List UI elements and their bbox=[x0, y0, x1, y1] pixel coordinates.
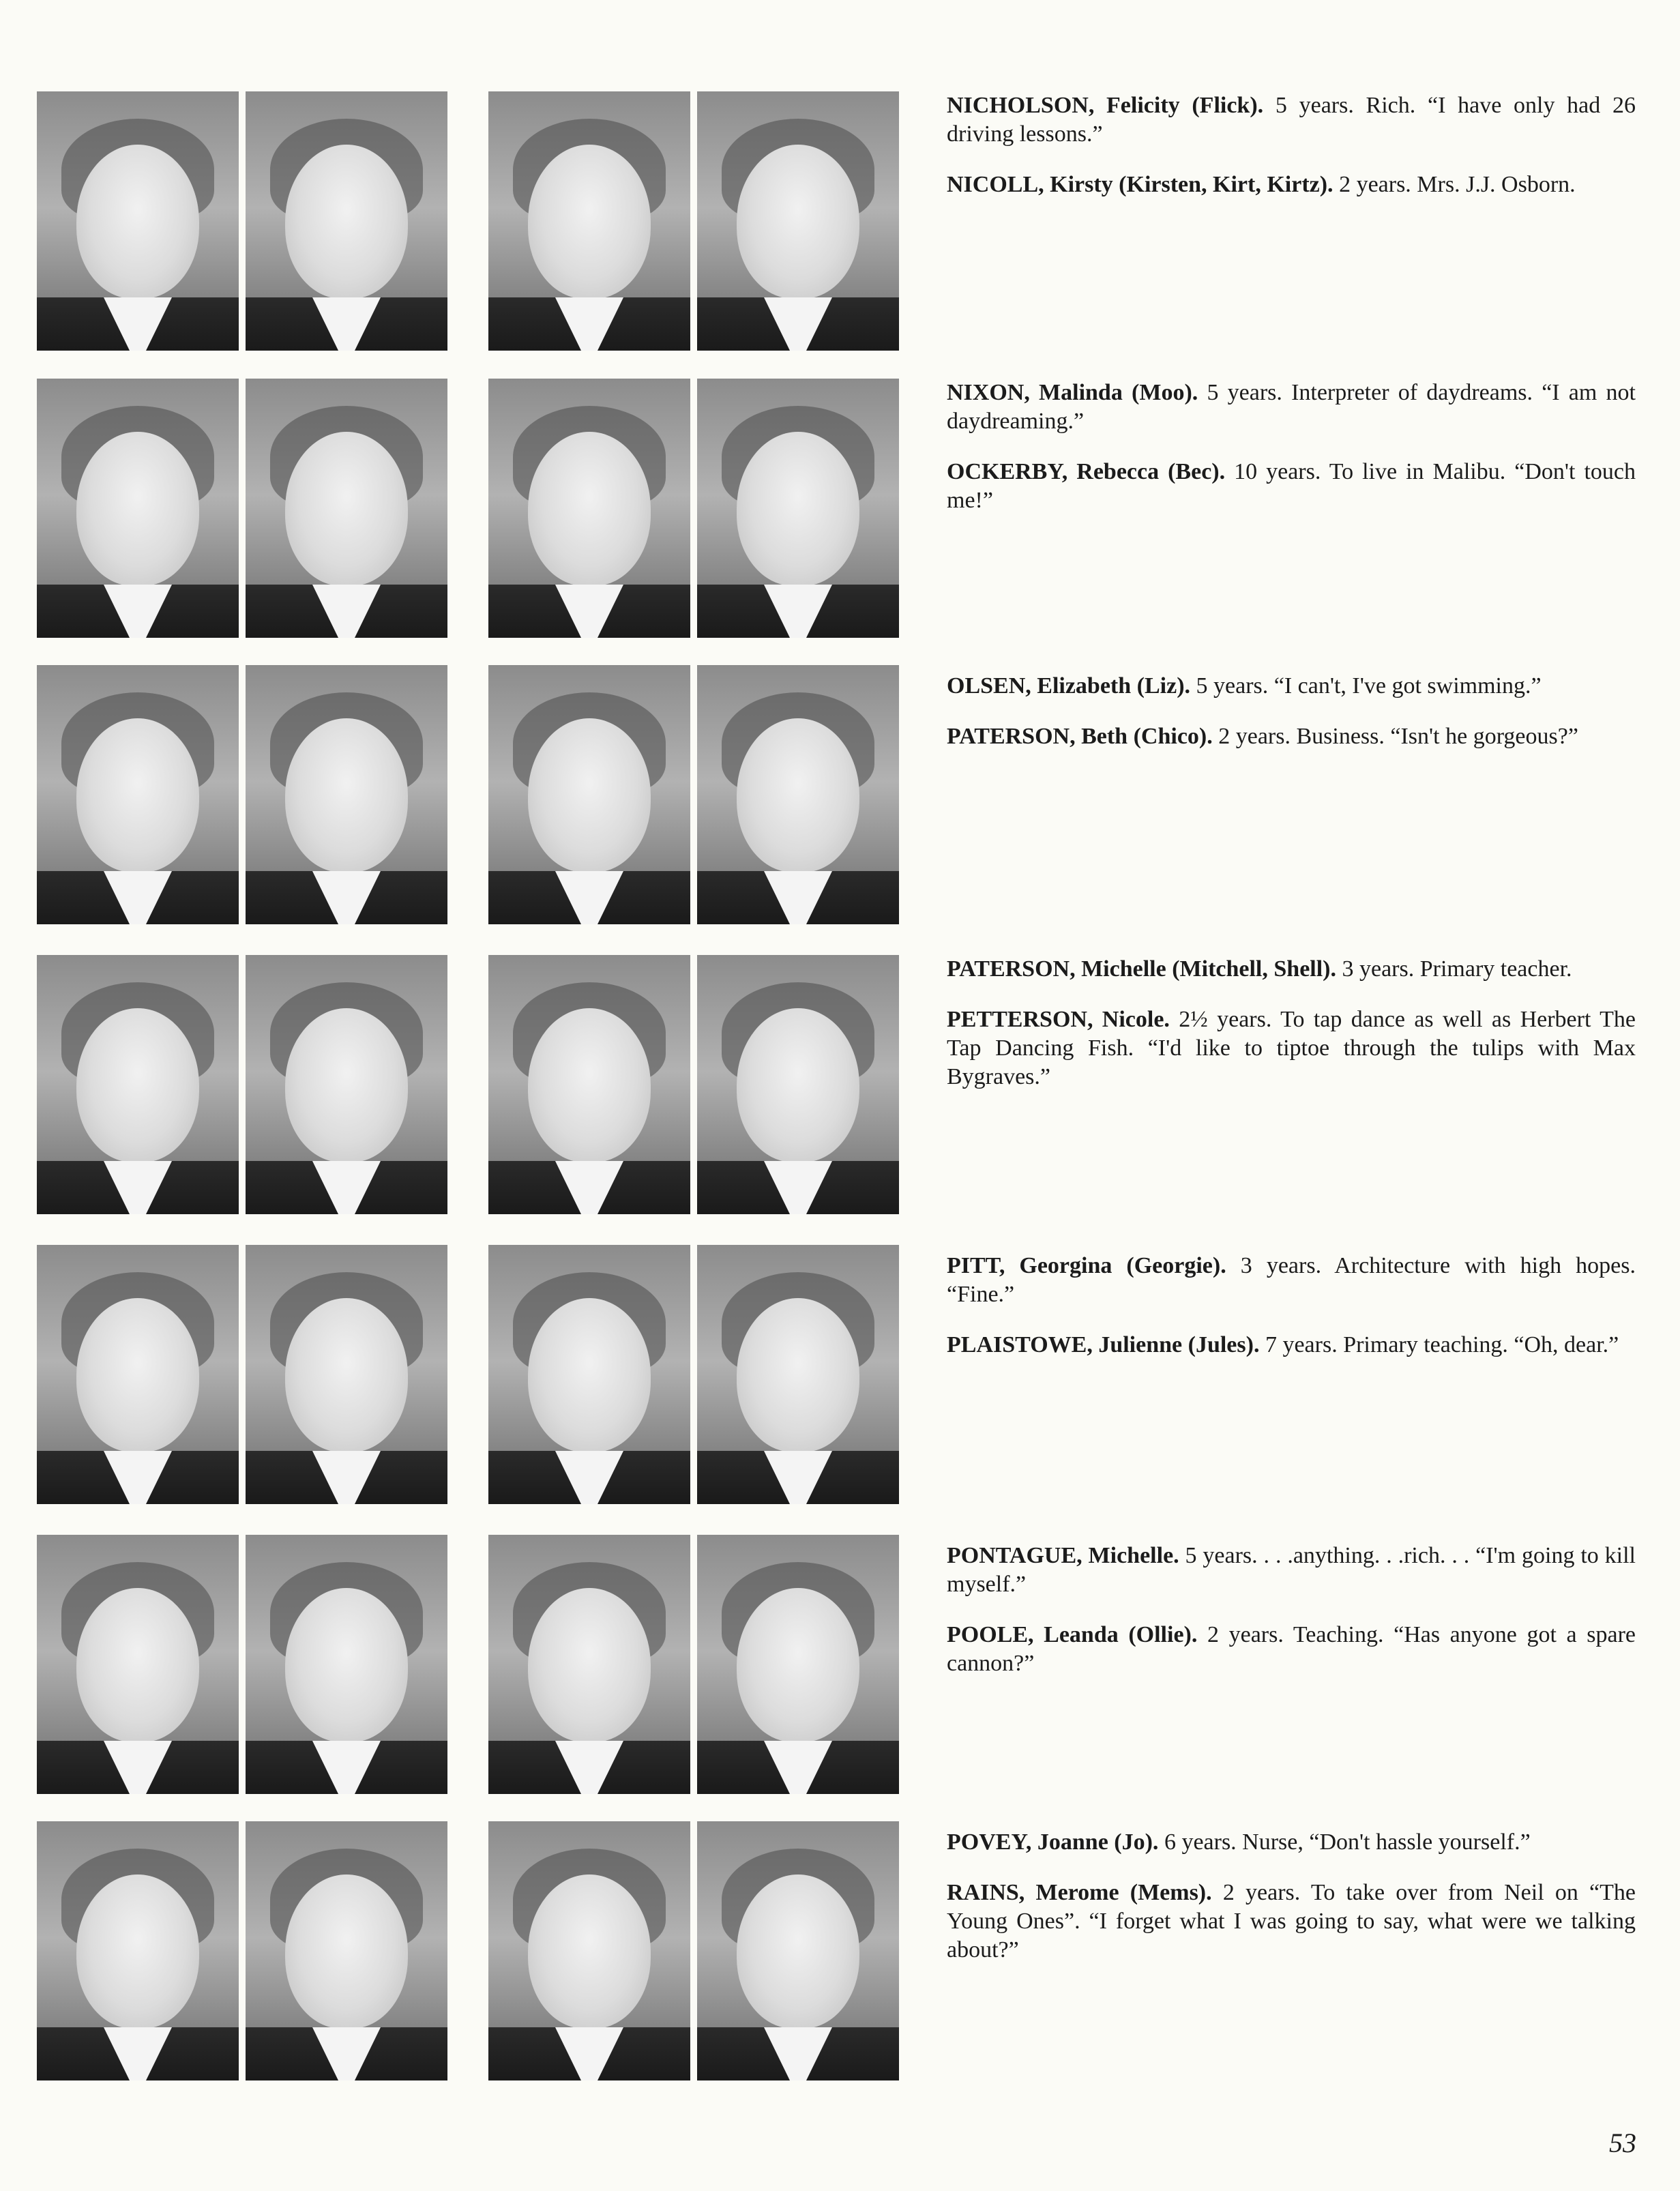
student-entries bbox=[947, 1542, 1636, 1700]
portrait-collar bbox=[246, 1161, 447, 1214]
student-entry bbox=[947, 672, 1636, 701]
portrait-face bbox=[285, 1008, 408, 1162]
student-entries bbox=[947, 672, 1636, 773]
portrait-collar bbox=[488, 1741, 690, 1794]
student-portrait-photo bbox=[37, 1535, 239, 1794]
student-entry bbox=[947, 171, 1636, 199]
student-entry bbox=[947, 1828, 1636, 1857]
portrait-face bbox=[76, 1008, 199, 1162]
student-entry bbox=[947, 1331, 1636, 1359]
student-portrait-photo bbox=[246, 1821, 447, 2080]
portrait-face bbox=[737, 432, 859, 586]
student-row bbox=[0, 665, 1680, 924]
student-row bbox=[0, 1245, 1680, 1504]
student-portrait-photo bbox=[697, 91, 899, 351]
student-portrait-photo bbox=[37, 1245, 239, 1504]
student-name: NICOLL, Kirsty (Kirsten, Kirt, Kirtz). bbox=[947, 172, 1333, 197]
portrait-collar bbox=[37, 585, 239, 638]
student-details: 2 years. Mrs. J.J. Osborn. bbox=[1333, 172, 1576, 197]
portrait-collar bbox=[488, 1451, 690, 1504]
portrait-collar bbox=[488, 1161, 690, 1214]
student-portrait-photo bbox=[37, 955, 239, 1214]
student-name: POVEY, Joanne (Jo). bbox=[947, 1829, 1159, 1855]
student-details: 2½ years. To tap dance as well as Herbert The Tap Dancing Fish. “I'd like to tiptoe through the tulips with Max Bygraves.” bbox=[947, 1007, 1636, 1089]
student-name: RAINS, Merome (Mems). bbox=[947, 1880, 1212, 1905]
student-portrait-photo bbox=[246, 91, 447, 351]
student-row bbox=[0, 379, 1680, 638]
portrait-collar bbox=[246, 2027, 447, 2080]
portrait-collar bbox=[246, 871, 447, 924]
portrait-collar bbox=[37, 2027, 239, 2080]
portrait-collar bbox=[37, 1161, 239, 1214]
portrait-collar bbox=[488, 871, 690, 924]
portrait-collar bbox=[697, 2027, 899, 2080]
student-portrait-photo bbox=[246, 955, 447, 1214]
student-portrait-photo bbox=[37, 665, 239, 924]
student-name: PONTAGUE, Michelle. bbox=[947, 1543, 1179, 1568]
student-entry bbox=[947, 1252, 1636, 1309]
portrait-collar bbox=[246, 585, 447, 638]
student-row bbox=[0, 1821, 1680, 2080]
portrait-face bbox=[76, 718, 199, 872]
student-portrait-photo bbox=[488, 1245, 690, 1504]
portrait-collar bbox=[697, 297, 899, 351]
portrait-face bbox=[737, 1874, 859, 2029]
portrait-face bbox=[528, 1588, 651, 1742]
student-portrait-photo bbox=[697, 955, 899, 1214]
student-details: 2 years. Business. “Isn't he gorgeous?” bbox=[1212, 724, 1578, 749]
student-name: NIXON, Malinda (Moo). bbox=[947, 380, 1198, 405]
student-portrait-photo bbox=[246, 1245, 447, 1504]
portrait-face bbox=[76, 1588, 199, 1742]
portrait-face bbox=[528, 718, 651, 872]
portrait-collar bbox=[488, 585, 690, 638]
student-portrait-photo bbox=[697, 665, 899, 924]
student-portrait-photo bbox=[246, 379, 447, 638]
page-number: 53 bbox=[1609, 2128, 1636, 2158]
portrait-face bbox=[76, 1874, 199, 2029]
portrait-collar bbox=[697, 871, 899, 924]
student-portrait-photo bbox=[246, 1535, 447, 1794]
portrait-collar bbox=[697, 1451, 899, 1504]
student-row bbox=[0, 1535, 1680, 1794]
portrait-face bbox=[285, 145, 408, 299]
student-portrait-photo bbox=[37, 379, 239, 638]
student-name: PETTERSON, Nicole. bbox=[947, 1007, 1170, 1032]
student-entries bbox=[947, 379, 1636, 537]
student-name: PATERSON, Beth (Chico). bbox=[947, 724, 1213, 749]
student-portrait-photo bbox=[246, 665, 447, 924]
portrait-face bbox=[528, 1298, 651, 1452]
student-entries bbox=[947, 1252, 1636, 1381]
student-portrait-photo bbox=[37, 1821, 239, 2080]
portrait-face bbox=[285, 432, 408, 586]
portrait-face bbox=[737, 1588, 859, 1742]
student-portrait-photo bbox=[697, 1821, 899, 2080]
student-details: 6 years. Nurse, “Don't hassle yourself.” bbox=[1158, 1829, 1531, 1855]
student-name: OCKERBY, Rebecca (Bec). bbox=[947, 459, 1226, 484]
student-details: 2 years. Teaching. “Has anyone got a spare cannon?” bbox=[947, 1622, 1636, 1676]
student-entries bbox=[947, 91, 1636, 221]
student-entry bbox=[947, 91, 1636, 149]
portrait-collar bbox=[37, 871, 239, 924]
student-entry bbox=[947, 379, 1636, 436]
portrait-collar bbox=[37, 297, 239, 351]
student-portrait-photo bbox=[488, 1821, 690, 2080]
portrait-face bbox=[76, 432, 199, 586]
student-details: 3 years. Architecture with high hopes. “Fine.” bbox=[947, 1253, 1636, 1307]
student-name: NICHOLSON, Felicity (Flick). bbox=[947, 93, 1264, 118]
student-entry bbox=[947, 1005, 1636, 1091]
student-portrait-photo bbox=[488, 1535, 690, 1794]
student-portrait-photo bbox=[488, 91, 690, 351]
portrait-face bbox=[76, 145, 199, 299]
portrait-face bbox=[76, 1298, 199, 1452]
student-details: 5 years. Interpreter of daydreams. “I am not daydreaming.” bbox=[947, 380, 1636, 434]
student-entry bbox=[947, 722, 1636, 751]
student-entries bbox=[947, 955, 1636, 1113]
portrait-collar bbox=[488, 297, 690, 351]
student-entry bbox=[947, 1879, 1636, 1965]
student-portrait-photo bbox=[488, 379, 690, 638]
student-details: 10 years. To live in Malibu. “Don't touch me!” bbox=[947, 459, 1636, 513]
student-entries bbox=[947, 1828, 1636, 1986]
portrait-collar bbox=[246, 297, 447, 351]
portrait-collar bbox=[37, 1451, 239, 1504]
portrait-face bbox=[285, 1588, 408, 1742]
portrait-face bbox=[737, 145, 859, 299]
student-portrait-photo bbox=[697, 1245, 899, 1504]
student-row bbox=[0, 91, 1680, 351]
student-portrait-photo bbox=[488, 955, 690, 1214]
portrait-collar bbox=[697, 1161, 899, 1214]
student-details: 2 years. To take over from Neil on “The Young Ones”. “I forget what I was going to say, what were we talking about?” bbox=[947, 1880, 1636, 1962]
student-portrait-photo bbox=[697, 379, 899, 638]
portrait-face bbox=[528, 1874, 651, 2029]
student-details: 5 years. “I can't, I've got swimming.” bbox=[1190, 673, 1542, 699]
student-name: OLSEN, Elizabeth (Liz). bbox=[947, 673, 1191, 699]
student-name: PITT, Georgina (Georgie). bbox=[947, 1253, 1226, 1278]
portrait-collar bbox=[246, 1451, 447, 1504]
portrait-face bbox=[737, 718, 859, 872]
portrait-face bbox=[737, 1298, 859, 1452]
student-details: 5 years. Rich. “I have only had 26 driving lessons.” bbox=[947, 93, 1636, 147]
student-portrait-photo bbox=[697, 1535, 899, 1794]
student-name: PLAISTOWE, Julienne (Jules). bbox=[947, 1332, 1260, 1357]
portrait-collar bbox=[697, 1741, 899, 1794]
student-entry bbox=[947, 458, 1636, 515]
portrait-collar bbox=[697, 585, 899, 638]
portrait-face bbox=[528, 1008, 651, 1162]
student-name: POOLE, Leanda (Ollie). bbox=[947, 1622, 1198, 1647]
student-entry bbox=[947, 1621, 1636, 1678]
student-row bbox=[0, 955, 1680, 1214]
student-details: 3 years. Primary teacher. bbox=[1336, 956, 1572, 982]
portrait-collar bbox=[37, 1741, 239, 1794]
student-details: 7 years. Primary teaching. “Oh, dear.” bbox=[1259, 1332, 1619, 1357]
student-name: PATERSON, Michelle (Mitchell, Shell). bbox=[947, 956, 1336, 982]
portrait-collar bbox=[246, 1741, 447, 1794]
student-entry bbox=[947, 1542, 1636, 1599]
portrait-face bbox=[285, 1298, 408, 1452]
portrait-face bbox=[737, 1008, 859, 1162]
student-entry bbox=[947, 955, 1636, 984]
portrait-face bbox=[285, 1874, 408, 2029]
student-portrait-photo bbox=[488, 665, 690, 924]
student-details: 5 years. . . .anything. . .rich. . . “I'm going to kill myself.” bbox=[947, 1543, 1636, 1597]
portrait-collar bbox=[488, 2027, 690, 2080]
portrait-face bbox=[528, 145, 651, 299]
portrait-face bbox=[285, 718, 408, 872]
portrait-face bbox=[528, 432, 651, 586]
student-portrait-photo bbox=[37, 91, 239, 351]
